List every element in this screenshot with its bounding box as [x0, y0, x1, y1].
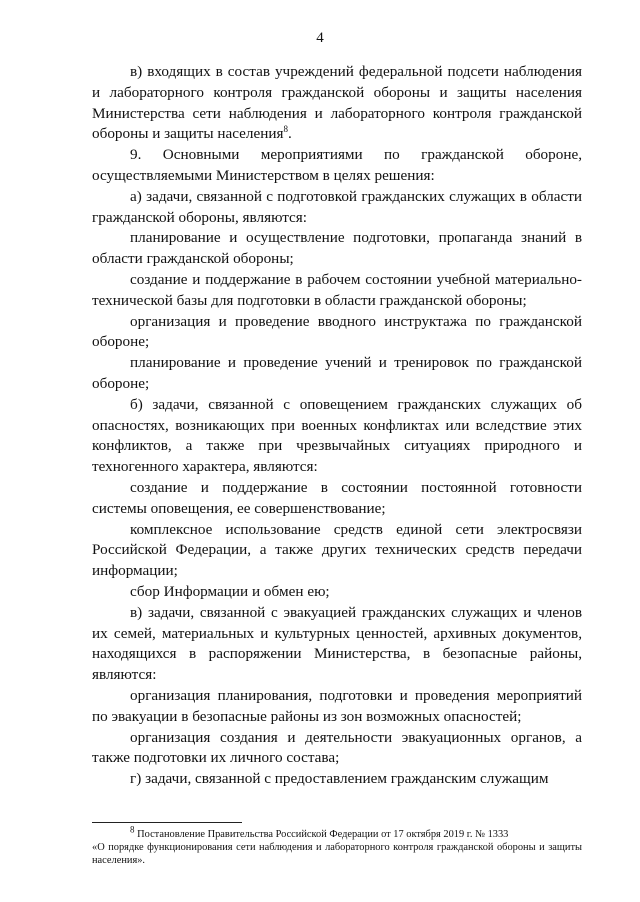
paragraph-task-g: г) задачи, связанной с предоставлением гражданским служащим — [130, 770, 549, 788]
paragraph-v-subsection — [92, 62, 582, 145]
paragraph-item-9: 9. Основными мероприятиями по гражданской обороне, осуществляемыми Министерством в целях решения: — [92, 146, 582, 184]
page-number: 4 — [316, 30, 324, 46]
paragraph-measure: комплексное использование средств единой сети электросвязи Российской Федерации, а также других технических средств передачи информации; — [92, 520, 582, 580]
paragraph-measure: организация планирования, подготовки и проведения мероприятий по эвакуации в безопасные районы из зон возможных опасностей; — [92, 686, 582, 725]
paragraph-measure: организация создания и деятельности эвакуационных органов, а также подготовки их личного состава; — [92, 728, 582, 767]
paragraph-measure: сбор Информации и обмен ею; — [130, 582, 330, 600]
paragraph-task-v: в) задачи, связанной с эвакуацией гражданских служащих и членов их семей, материальных и культурных ценностей, архивных документов, находящихся в распоряжении Министерства, в безопасные районы, являются: — [92, 603, 582, 684]
document-body — [92, 62, 582, 790]
footnote-first-line — [92, 824, 582, 841]
footnote-reference: 8 — [283, 124, 288, 135]
paragraph-measure: организация и проведение вводного инструктажа по гражданской обороне; — [92, 312, 582, 351]
footnote-text-line1: Постановление Правительства Российской Федерации от 17 октября 2019 г. № 1333 — [137, 829, 509, 840]
paragraph-measure: создание и поддержание в рабочем состоянии учебной материально-технической базы для подготовки в области гражданской обороны; — [92, 270, 582, 309]
footnote-marker: 8 — [130, 824, 135, 835]
footnote-separator — [92, 822, 242, 823]
footnote — [92, 824, 582, 867]
paragraph-task-b: б) задачи, связанной с оповещением гражданских служащих об опасностях, возникающих при военных конфликтах или вследствие этих конфликтов, а также при чрезвычайных ситуациях природного и техногенного характера, являются: — [92, 395, 582, 476]
paragraph-task-a: а) задачи, связанной с подготовкой гражданских служащих в области гражданской обороны, являются: — [92, 187, 582, 226]
paragraph-measure: планирование и проведение учений и тренировок по гражданской обороне; — [92, 354, 582, 392]
paragraph-measure: планирование и осуществление подготовки, пропаганда знаний в области гражданской обороны; — [92, 229, 582, 268]
footnote-text-line2: «О порядке функционирования сети наблюдения и лабораторного контроля гражданской обороны и защиты населения». — [92, 842, 582, 866]
paragraph-text: в) входящих в состав учреждений федеральной подсети наблюдения и лабораторного контроля гражданской обороны и защиты населения Министерства сети наблюдения и лабораторного контроля гражданской обороны и защиты населения — [92, 63, 582, 143]
paragraph-measure: создание и поддержание в состоянии постоянной готовности системы оповещения, ее совершенствование; — [92, 478, 582, 517]
paragraph-tail: . — [287, 125, 292, 143]
